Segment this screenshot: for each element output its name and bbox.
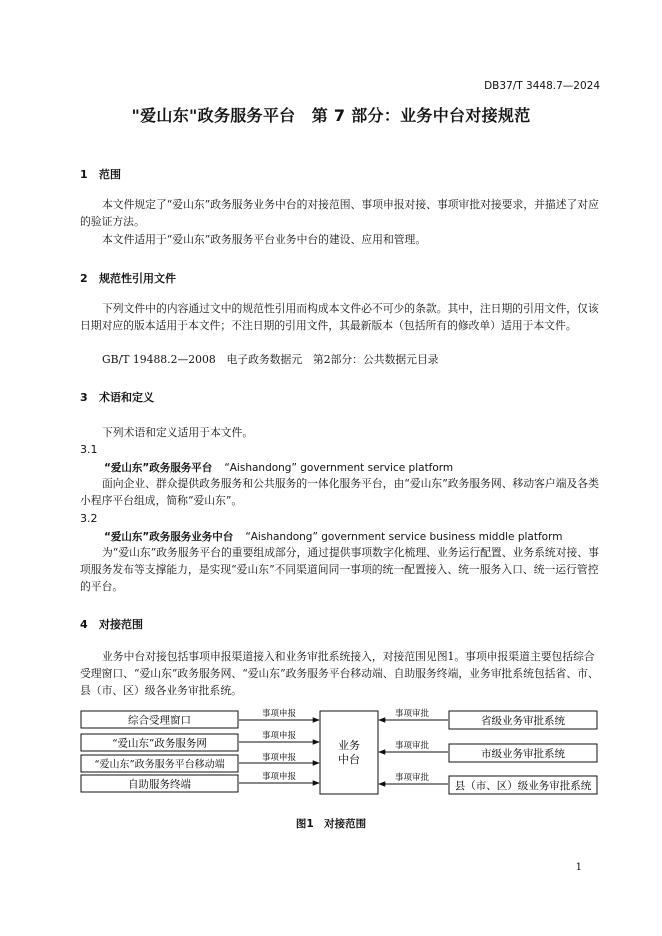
term-3-2-number: 3.2 <box>80 512 98 525</box>
box-label: 县（市、区）级业务审批系统 <box>454 780 592 792</box>
figure-caption: 图1 对接范围 <box>295 818 367 830</box>
approval-box-municipal <box>449 744 597 762</box>
arrow-label: 事项申报 <box>261 709 297 719</box>
term-english: “Aishandong” government service business middle platform <box>245 531 563 543</box>
terms-intro: 下列术语和定义适用于本文件。 <box>102 426 254 439</box>
term-3-1-definition: 面向企业、群众提供政务服务和公共服务的一体化服务平台，由“爱山东”政务服务网、移动客户端及各类小程序平台组成，简称“爱山东”。 <box>80 477 599 507</box>
arrow-label: 事项申报 <box>261 772 297 782</box>
apply-arrow-2 <box>239 730 319 742</box>
arrow-label: 事项审批 <box>394 741 430 751</box>
box-label: 自助服务终端 <box>128 778 191 791</box>
term-3-2-definition: 为“爱山东”政务服务平台的重要组成部分，通过提供事项数字化梳理、业务运行配置、业务系统对接、事项服务发布等支撑能力，是实现“爱山东”不同渠道间同一事项的统一配置接入、统一服务入口、统一运行管控的平台。 <box>80 546 599 593</box>
section-1-paragraph-1: 本文件规定了“爱山东”政务服务业务中台的对接范围、事项申报对接、事项审批对接要求，并描述了对应的验证方法。 <box>80 198 599 228</box>
box-label: 综合受理窗口 <box>128 714 191 727</box>
section-number: 2 <box>80 272 88 285</box>
page-number: 1 <box>575 862 582 873</box>
box-label: 省级业务审批系统 <box>481 715 565 727</box>
approve-arrow-1 <box>379 708 448 720</box>
channel-box-self-service-terminal <box>81 775 238 792</box>
box-label: “爱山东”政务服务网 <box>112 737 207 750</box>
section-2-paragraph-1: 下列文件中的内容通过文中的规范性引用而构成本文件必不可少的条款。其中，注日期的引用文件，仅该日期对应的版本适用于本文件；不注日期的引用文件，其最新版本（包括所有的修改单）适用于本文件。 <box>80 302 599 332</box>
channel-box-comprehensive-window <box>81 711 238 728</box>
box-label: 市级业务审批系统 <box>481 748 565 760</box>
box-label: “爱山东”政务服务平台移动端 <box>94 759 225 771</box>
center-label-line-1: 业务 <box>338 739 360 752</box>
term-chinese: “爱山东”政务服务平台 <box>104 462 213 474</box>
term-chinese: “爱山东”政务服务业务中台 <box>104 531 234 543</box>
apply-arrow-1 <box>239 708 319 720</box>
arrow-label: 事项申报 <box>261 731 297 741</box>
document-number: DB37/T 3448.7—2024 <box>484 80 600 92</box>
arrow-label: 事项审批 <box>394 773 430 783</box>
approve-arrow-3 <box>379 772 448 784</box>
approve-arrow-2 <box>379 740 448 752</box>
section-title: 范围 <box>99 168 121 181</box>
approval-box-county <box>449 776 597 794</box>
section-number: 3 <box>80 391 88 404</box>
section-title: 对接范围 <box>99 618 143 631</box>
channel-box-web-portal <box>81 734 238 751</box>
term-english: “Aishandong” government service platform <box>224 462 454 474</box>
section-number: 4 <box>80 618 88 631</box>
approval-box-provincial <box>449 711 597 729</box>
section-title: 术语和定义 <box>99 391 154 404</box>
term-3-1-number: 3.1 <box>80 443 98 456</box>
arrow-label: 事项申报 <box>261 753 297 763</box>
arrow-label: 事项审批 <box>394 709 430 719</box>
business-middle-platform-box <box>320 711 378 794</box>
center-label-line-2: 中台 <box>338 753 360 766</box>
section-4-paragraph-1: 业务中台对接包括事项申报渠道接入和业务审批系统接入，对接范围见图1。事项申报渠道主要包括综合受理窗口、“爱山东”政务服务网、“爱山东”政务服务平台移动端、自助服务终端，业务审批系统包括省、市、县（市、区）级各业务审批系统。 <box>80 650 599 697</box>
document-title: "爱山东"政务服务平台 第 7 部分：业务中台对接规范 <box>131 106 531 125</box>
section-number: 1 <box>80 168 88 181</box>
section-title: 规范性引用文件 <box>99 272 176 285</box>
channel-box-mobile-client <box>81 755 238 772</box>
apply-arrow-3 <box>239 752 319 763</box>
normative-reference: GB/T 19488.2—2008 电子政务数据元 第2部分：公共数据元目录 <box>102 353 439 366</box>
section-1-paragraph-2: 本文件适用于“爱山东”政务服务平台业务中台的建设、应用和管理。 <box>102 233 427 246</box>
apply-arrow-4 <box>239 771 319 783</box>
